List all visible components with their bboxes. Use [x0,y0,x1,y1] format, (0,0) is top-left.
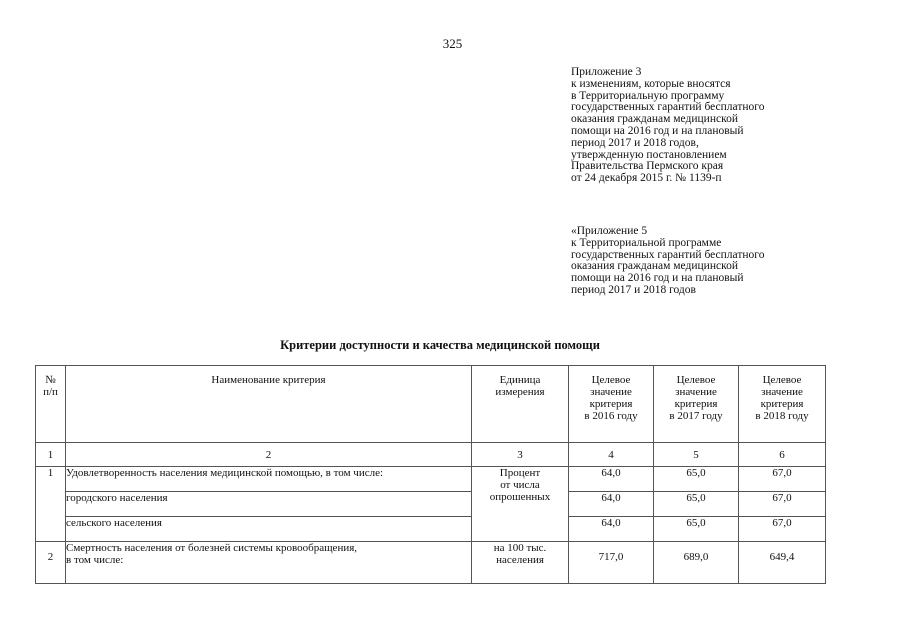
table-row [36,517,826,542]
appendix-line: государственных гарантий бесплатного [571,101,765,114]
header-unit: Единица измерения [472,366,569,443]
appendix-5-note [571,226,871,297]
column-number-row [36,443,826,467]
appendix-line: к изменениям, которые вносятся [571,77,731,90]
column-number: 5 [654,443,739,467]
table-row [36,492,826,517]
value-2018: 67,0 [739,492,826,517]
table-row [36,467,826,492]
header-target-2017: Целевое значение критерия в 2017 году [654,366,739,443]
value-2017: 689,0 [654,542,739,584]
appendix-line: помощи на 2016 год и на плановый [571,124,744,137]
appendix-line: в Территориальную программу [571,89,725,102]
value-2016: 64,0 [569,467,654,492]
header-target-2018: Целевое значение критерия в 2018 году [739,366,826,443]
appendix-line: утвержденную постановлением [571,148,727,161]
criterion-name: Смертность населения от болезней системы кровообращения, в том числе: [66,542,472,584]
criteria-table [35,365,826,584]
row-number: 1 [36,467,66,542]
page-number: 325 [442,36,463,51]
value-2017: 65,0 [654,517,739,542]
value-2016: 717,0 [569,542,654,584]
value-2017: 65,0 [654,467,739,492]
column-number: 3 [472,443,569,467]
appendix-line: «Приложение 5 [571,225,648,237]
value-2016: 64,0 [569,492,654,517]
appendix-line: оказания гражданам медицинской [571,113,738,126]
document-title: Критерии доступности и качества медицинской помощи [280,338,600,352]
table-header-row [36,366,826,443]
appendix-3-note [571,67,871,185]
appendix-line: к Территориальной программе [571,236,722,249]
criterion-name: Удовлетворенность населения медицинской помощью, в том числе: [66,467,472,492]
table-row [36,542,826,584]
value-2017: 65,0 [654,492,739,517]
header-number: № п/п [36,366,66,443]
appendix-line: оказания гражданам медицинской [571,260,738,273]
column-number: 2 [66,443,472,467]
appendix-line: Правительства Пермского края [571,160,724,173]
value-2018: 67,0 [739,517,826,542]
criterion-name: сельского населения [66,517,472,542]
appendix-line: период 2017 и 2018 годов [571,283,696,296]
column-number: 6 [739,443,826,467]
unit-cell: на 100 тыс. населения [472,542,569,584]
unit-cell: Процент от числа опрошенных [472,467,569,542]
appendix-line: Приложение 3 [571,66,642,78]
header-criterion-name: Наименование критерия [66,366,472,443]
value-2018: 649,4 [739,542,826,584]
appendix-line: помощи на 2016 год и на плановый [571,272,744,285]
appendix-line: от 24 декабря 2015 г. № 1139-п [571,172,722,185]
appendix-line: государственных гарантий бесплатного [571,248,765,261]
header-target-2016: Целевое значение критерия в 2016 году [569,366,654,443]
criterion-name: городского населения [66,492,472,517]
column-number: 1 [36,443,66,467]
value-2018: 67,0 [739,467,826,492]
row-number: 2 [36,542,66,584]
value-2016: 64,0 [569,517,654,542]
appendix-line: период 2017 и 2018 годов, [571,136,699,149]
column-number: 4 [569,443,654,467]
